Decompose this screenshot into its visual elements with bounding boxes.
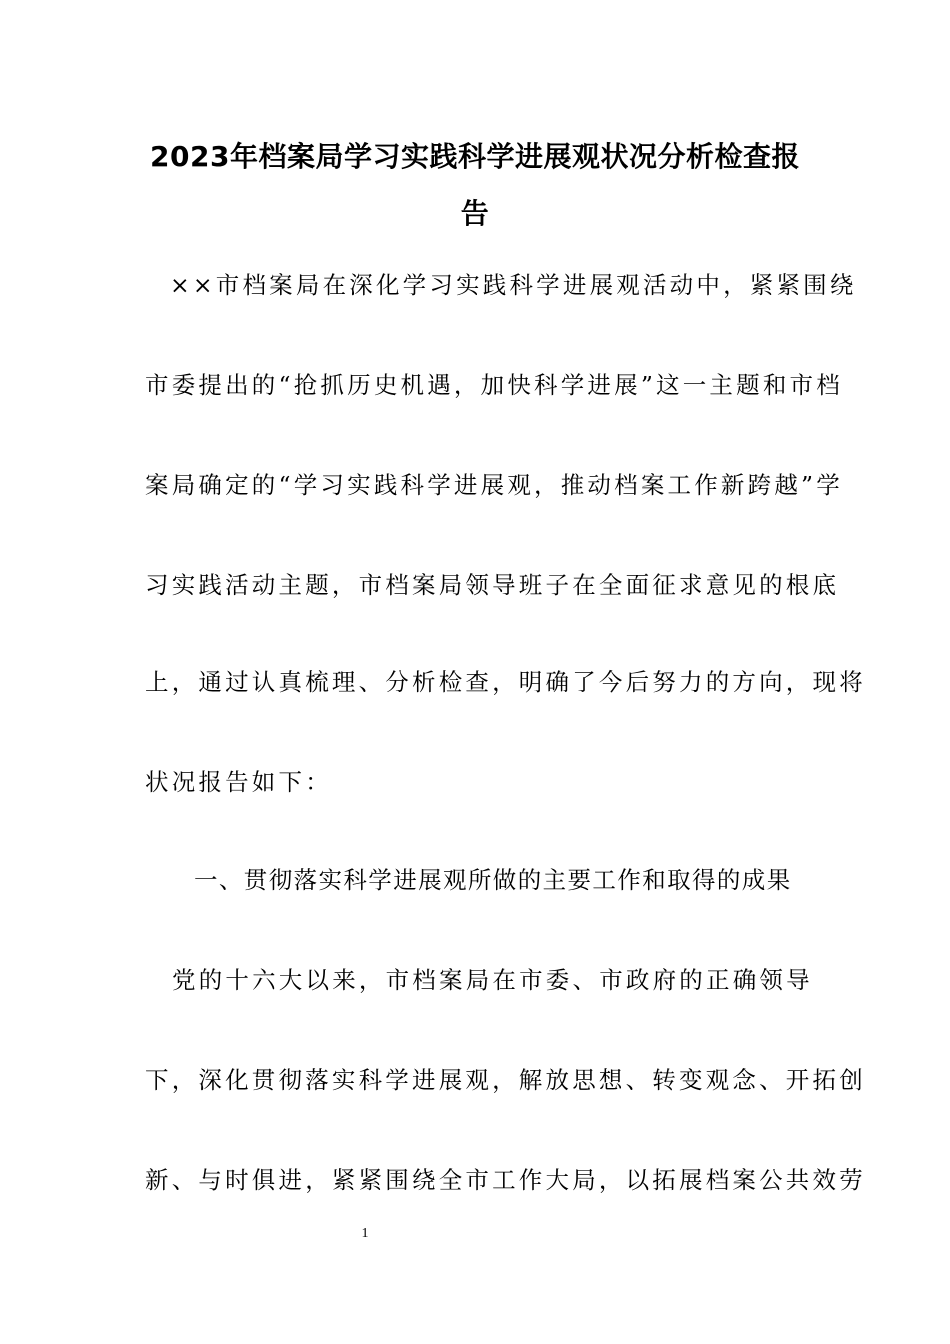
paragraph-1-line-5: 上，通过认真梳理、分析检查，明确了今后努力的方向，现将 [145,668,866,696]
paragraph-2-line-1: 党的十六大以来，市档案局在市委、市政府的正确领导 [172,966,813,994]
paragraph-1-line-2: 市委提出的“抢抓历史机遇，加快科学进展”这一主题和市档 [145,371,843,399]
document-title-line-2: 告 [460,197,490,230]
paragraph-2-line-2: 下，深化贯彻落实科学进展观，解放思想、转变观念、开拓创 [145,1066,866,1094]
paragraph-1-line-3: 案局确定的“学习实践科学进展观，推动档案工作新跨越”学 [145,471,843,499]
page-number: 1 [361,1226,369,1241]
paragraph-1-line-6: 状况报告如下： [145,768,332,796]
document-title-line-1: 2023年档案局学习实践科学进展观状况分析检查报 [150,140,800,173]
paragraph-2-line-3: 新、与时俱进，紧紧围绕全市工作大局，以拓展档案公共效劳 [145,1166,866,1194]
paragraph-1-line-4: 习实践活动主题，市档案局领导班子在全面征求意见的根底 [145,571,840,599]
paragraph-1-line-1: ××市档案局在深化学习实践科学进展观活动中，紧紧围绕 [170,271,857,299]
section-heading-1: 一、贯彻落实科学进展观所做的主要工作和取得的成果 [194,866,792,894]
